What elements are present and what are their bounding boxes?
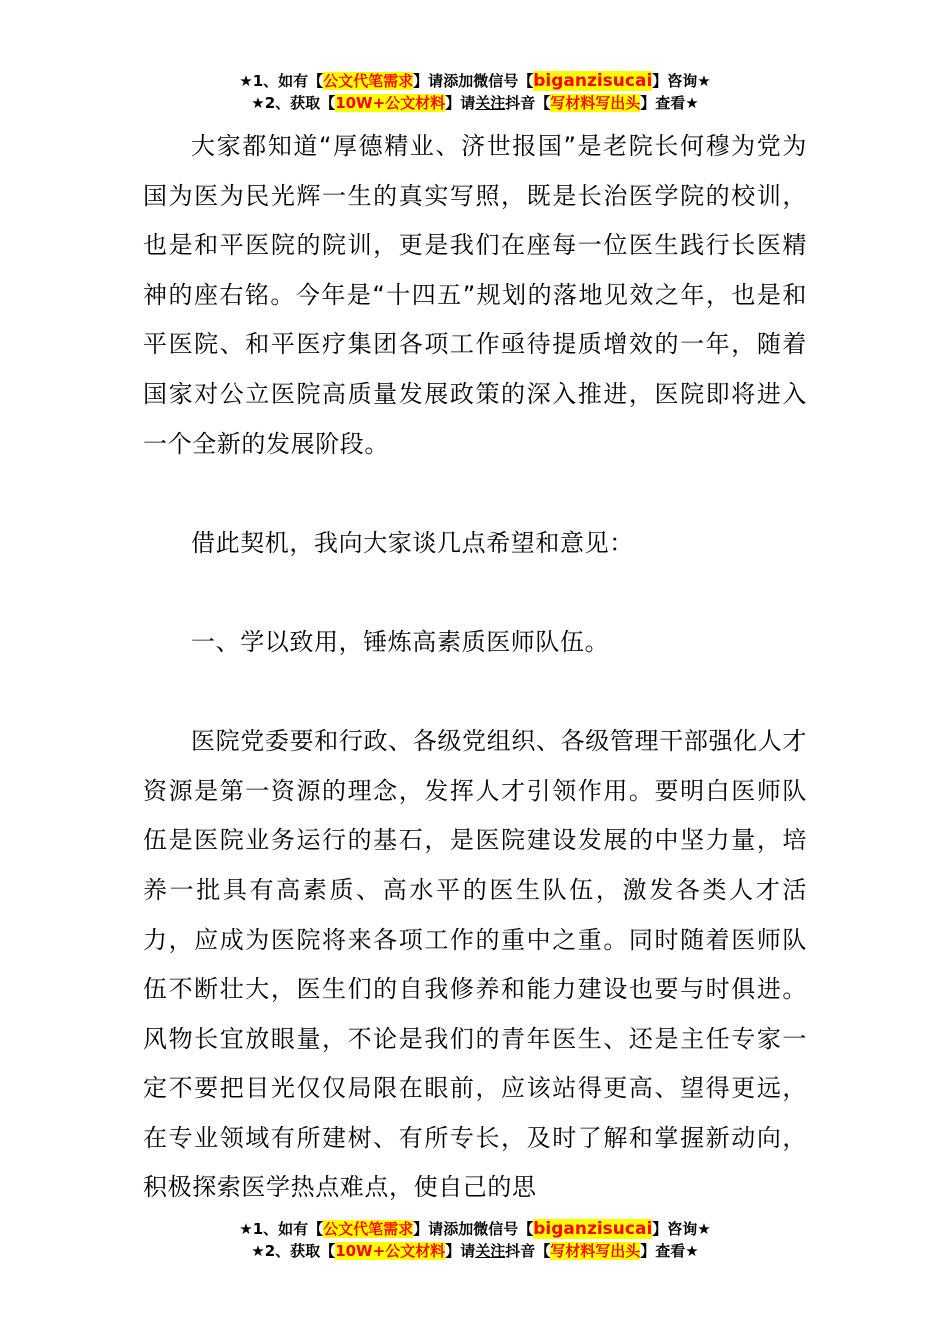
highlight-service: 公文代笔需求 [323, 1220, 414, 1238]
banner-line-1 [0, 1218, 950, 1240]
footer-banner [0, 1218, 950, 1262]
highlight-douyin-account: 写材料写出头 [550, 1242, 641, 1260]
banner-line-1 [0, 70, 950, 92]
banner-text-emphasis: 关注 [475, 1242, 506, 1260]
banner-text: 】请 [413, 1220, 444, 1238]
banner-text: 抖音【 [505, 94, 551, 112]
banner-text: 】查看★ [640, 94, 699, 112]
banner-text: 抖音【 [505, 1242, 551, 1260]
banner-line-2 [0, 1240, 950, 1262]
banner-text: 】咨询★ [652, 72, 711, 90]
banner-text: ★2、获取【 [251, 94, 336, 112]
banner-text-emphasis: 添加 [443, 1220, 474, 1238]
banner-text: 】查看★ [640, 1242, 699, 1260]
highlight-materials: 10W+公文材料 [335, 94, 446, 112]
banner-text: 微信号【 [473, 72, 534, 90]
section-heading-1: 一、学以致用，锤炼高素质医师队伍。 [191, 627, 610, 656]
highlight-wechat-id: biganzisucai [533, 1219, 653, 1239]
banner-text: 】请 [445, 1242, 476, 1260]
highlight-materials: 10W+公文材料 [335, 1242, 446, 1260]
document-body [143, 122, 807, 1213]
highlight-douyin-account: 写材料写出头 [550, 94, 641, 112]
banner-text-emphasis: 添加 [443, 72, 474, 90]
header-banner [0, 70, 950, 114]
banner-text: 】请 [445, 94, 476, 112]
paragraph-section-1: 医院党委要和行政、各级党组织、各级管理干部强化人才资源是第一资源的理念，发挥人才引领作用。要明白医师队伍是医院业务运行的基石，是医院建设发展的中坚力量，培养一批具有高素质、高水平的医生队伍，激发各类人才活力，应成为医院将来各项工作的重中之重。同时随着医师队伍不断壮大，医生们的自我修养和能力建设也要与时俱进。风物长宜放眼量，不论是我们的青年医生、还是主任专家一定不要把目光仅仅局限在眼前，应该站得更高、望得更远，在专业领域有所建树、有所专长，及时了解和掌握新动向，积极探索医学热点难点，使自己的思 [143, 727, 807, 1202]
banner-line-2 [0, 92, 950, 114]
highlight-service: 公文代笔需求 [323, 72, 414, 90]
banner-text: 】咨询★ [652, 1220, 711, 1238]
banner-text: 】请 [413, 72, 444, 90]
banner-text: ★1、如有【 [239, 72, 324, 90]
banner-text-emphasis: 关注 [475, 94, 506, 112]
highlight-wechat-id: biganzisucai [533, 71, 653, 91]
banner-text: ★2、获取【 [251, 1242, 336, 1260]
paragraph-intro: 大家都知道“厚德精业、济世报国”是老院长何穆为党为国为医为民光辉一生的真实写照，既是长治医学院的校训，也是和平医院的院训，更是我们在座每一位医生践行长医精神的座右铭。今年是“十四五”规划的落地见效之年，也是和平医院、和平医疗集团各项工作亟待提质增效的一年，随着国家对公立医院高质量发展政策的深入推进，医院即将进入一个全新的发展阶段。 [143, 132, 807, 458]
paragraph-transition: 借此契机，我向大家谈几点希望和意见： [191, 528, 634, 557]
banner-text: ★1、如有【 [239, 1220, 324, 1238]
banner-text: 微信号【 [473, 1220, 534, 1238]
